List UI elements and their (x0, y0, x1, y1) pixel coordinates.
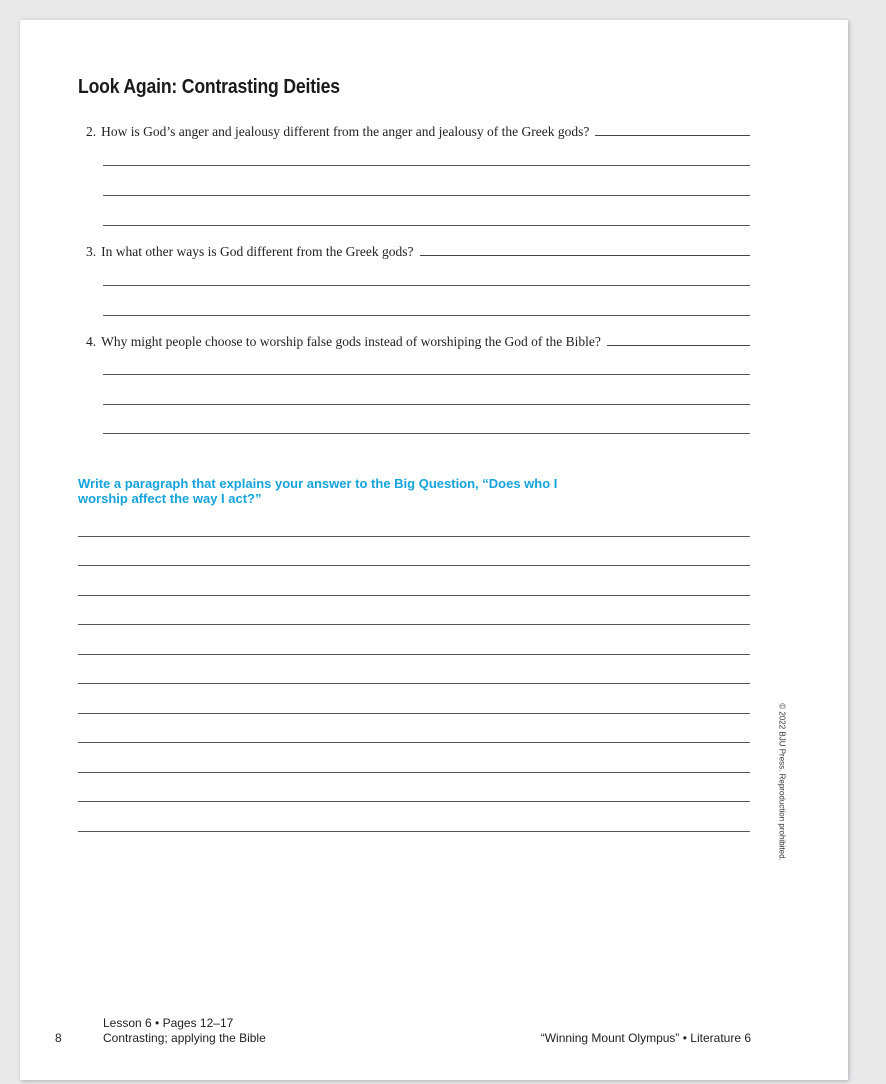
answer-line[interactable] (103, 225, 750, 226)
answer-line[interactable] (103, 315, 750, 316)
question-number: 2. (86, 124, 97, 139)
book-info: “Winning Mount Olympus” • Literature 6 (540, 1031, 751, 1045)
answer-line[interactable] (607, 345, 750, 346)
answer-line[interactable] (103, 285, 750, 286)
page-number: 8 (55, 1031, 62, 1045)
paragraph-line[interactable] (78, 801, 750, 802)
paragraph-prompt: Write a paragraph that explains your answer to the Big Question, “Does who I worship affect the way I act?” (78, 476, 558, 506)
lesson-info: Lesson 6 • Pages 12–17 (103, 1016, 234, 1030)
skills-info: Contrasting; applying the Bible (103, 1031, 266, 1045)
worksheet-page (20, 20, 848, 1080)
paragraph-line[interactable] (78, 772, 750, 773)
question-number: 4. (86, 334, 97, 349)
paragraph-line[interactable] (78, 536, 750, 537)
question-text: In what other ways is God different from the Greek gods? (101, 244, 414, 259)
question-number: 3. (86, 244, 97, 259)
answer-line[interactable] (103, 374, 750, 375)
paragraph-line[interactable] (78, 654, 750, 655)
copyright-notice: © 2022 BJU Press. Reproduction prohibited. (777, 703, 787, 861)
paragraph-line[interactable] (78, 831, 750, 832)
answer-line[interactable] (595, 135, 750, 136)
question-text: How is God’s anger and jealousy different from the anger and jealousy of the Greek gods? (101, 124, 590, 139)
paragraph-line[interactable] (78, 595, 750, 596)
question-4 (86, 334, 750, 350)
paragraph-line[interactable] (78, 742, 750, 743)
answer-line[interactable] (103, 404, 750, 405)
paragraph-line[interactable] (78, 683, 750, 684)
paragraph-line[interactable] (78, 713, 750, 714)
answer-line[interactable] (103, 195, 750, 196)
paragraph-line[interactable] (78, 624, 750, 625)
question-3 (86, 244, 750, 260)
question-2 (86, 124, 750, 140)
paragraph-line[interactable] (78, 565, 750, 566)
section-title: Look Again: Contrasting Deities (78, 76, 340, 98)
question-text: Why might people choose to worship false gods instead of worshiping the God of the Bible? (101, 334, 601, 349)
answer-line[interactable] (103, 165, 750, 166)
answer-line[interactable] (420, 255, 750, 256)
answer-line[interactable] (103, 433, 750, 434)
